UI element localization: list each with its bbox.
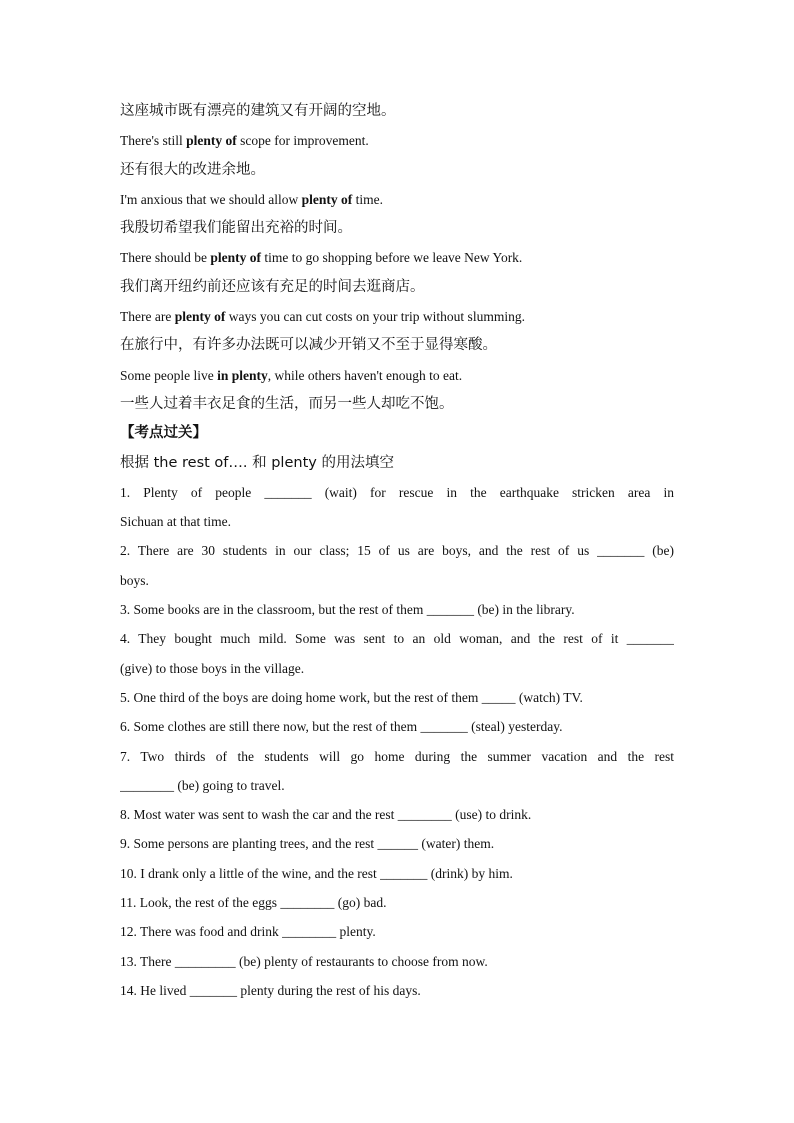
exercise-instruction: 根据 the rest of…. 和 plenty 的用法填空 bbox=[120, 454, 394, 471]
example-4-en bbox=[120, 302, 674, 331]
exercise-13: 13. There _________ (be) plenty of restaurants to choose from now. bbox=[120, 953, 488, 969]
example-3-cn: 我们离开纽约前还应该有充足的时间去逛商店。 bbox=[120, 278, 425, 295]
exercise-1-line-1: 1. Plenty of people _______ (wait) for rescue in the earthquake stricken area in bbox=[120, 484, 674, 500]
example-4-en-bold: plenty of bbox=[174, 309, 226, 325]
example-2-en bbox=[120, 185, 674, 214]
exercise-1-line-2: Sichuan at that time. bbox=[120, 514, 231, 530]
example-1-en-pre: There's still bbox=[120, 133, 187, 149]
exercise-2-line-2: boys. bbox=[120, 572, 149, 588]
document-page bbox=[120, 97, 674, 1005]
example-3-en bbox=[120, 243, 674, 272]
example-1-cn: 还有很大的改进余地。 bbox=[120, 161, 265, 178]
example-5-en bbox=[120, 361, 674, 390]
section-heading: 【考点过关】 bbox=[120, 425, 207, 442]
exercise-7-line-2: ________ (be) going to travel. bbox=[120, 777, 285, 793]
example-2-cn: 我殷切希望我们能留出充裕的时间。 bbox=[120, 220, 352, 237]
exercise-4-line-1: 4. They bought much mild. Some was sent to an old woman, and the rest of it _______ bbox=[120, 631, 674, 647]
exercise-5: 5. One third of the boys are doing home work, but the rest of them _____ (watch) TV. bbox=[120, 689, 583, 705]
example-4-en-pre: There are bbox=[120, 309, 175, 325]
example-5-en-post: , while others haven't enough to eat. bbox=[267, 367, 463, 383]
example-2-en-bold: plenty of bbox=[301, 191, 353, 207]
exercise-6: 6. Some clothes are still there now, but the rest of them _______ (steal) yesterday. bbox=[120, 719, 563, 735]
example-4-cn: 在旅行中，有许多办法既可以减少开销又不至于显得寒酸。 bbox=[120, 337, 497, 354]
example-3-en-pre: There should be bbox=[120, 250, 211, 266]
example-3-en-post: time to go shopping before we leave New York. bbox=[260, 250, 523, 266]
example-5-en-bold: in plenty bbox=[217, 367, 268, 383]
example-0-cn: 这座城市既有漂亮的建筑又有开阔的空地。 bbox=[120, 103, 396, 119]
example-3-en-bold: plenty of bbox=[210, 250, 261, 266]
example-5-en-pre: Some people live bbox=[120, 367, 218, 383]
exercise-10: 10. I drank only a little of the wine, and the rest _______ (drink) by him. bbox=[120, 865, 513, 881]
example-1-en-bold: plenty of bbox=[186, 133, 237, 149]
exercise-4-line-2: (give) to those boys in the village. bbox=[120, 660, 305, 676]
example-5-cn: 一些人过着丰衣足食的生活，而另一些人却吃不饱。 bbox=[120, 395, 454, 412]
exercise-7-line-1: 7. Two thirds of the students will go home during the summer vacation and the rest bbox=[120, 748, 674, 764]
example-2-en-pre: I'm anxious that we should allow bbox=[120, 191, 302, 207]
exercise-2-line-1: 2. There are 30 students in our class; 15 of us are boys, and the rest of us _______ (be) bbox=[120, 543, 674, 559]
exercise-12: 12. There was food and drink ________ plenty. bbox=[120, 924, 376, 940]
example-1-en bbox=[120, 126, 674, 155]
example-1-en-post: scope for improvement. bbox=[236, 133, 369, 149]
example-4-en-post: ways you can cut costs on your trip without slumming. bbox=[225, 309, 525, 325]
example-2-en-post: time. bbox=[352, 191, 384, 207]
exercise-9: 9. Some persons are planting trees, and the rest ______ (water) them. bbox=[120, 836, 495, 852]
exercise-11: 11. Look, the rest of the eggs ________ (go) bad. bbox=[120, 895, 387, 911]
exercise-8: 8. Most water was sent to wash the car and the rest ________ (use) to drink. bbox=[120, 807, 532, 823]
exercise-14: 14. He lived _______ plenty during the rest of his days. bbox=[120, 982, 421, 998]
exercise-3: 3. Some books are in the classroom, but the rest of them _______ (be) in the library. bbox=[120, 602, 575, 618]
